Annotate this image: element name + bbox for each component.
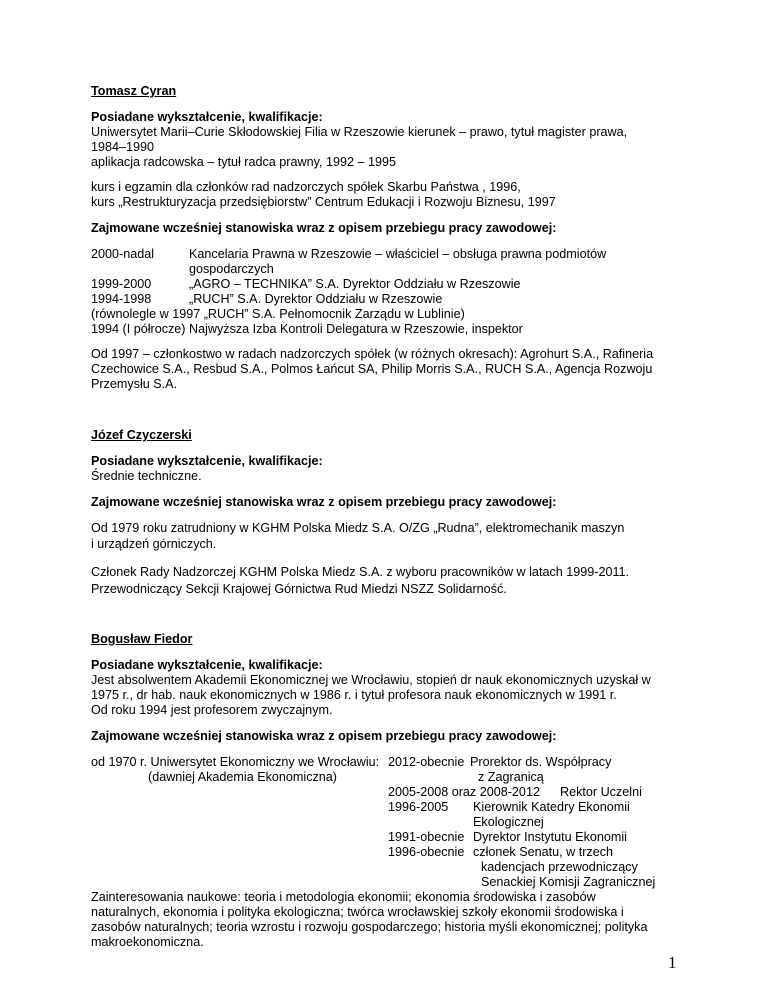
career-desc: „AGRO – TECHNIKA” S.A. Dyrektor Oddziału w Rzeszowie [189,277,521,291]
text-line: (równolegle w 1997 „RUCH” S.A. Pełnomocnik Zarządu w Lublinie) [91,307,465,321]
position-title: Prorektor ds. Współpracy [470,755,612,769]
page-number: 1 [668,953,677,972]
section-heading: Posiadane wykształcenie, kwalifikacje: [91,454,323,468]
section-heading: Zajmowane wcześniej stanowiska wraz z opisem przebiegu pracy zawodowej: [91,221,557,235]
person-name: Józef Czyczerski [91,428,192,442]
position-period: 2012-obecnie [388,755,465,769]
career-desc: „RUCH” S.A. Dyrektor Oddziału w Rzeszowie [189,292,443,306]
position-title: członek Senatu, w trzech [473,845,614,859]
career-desc: gospodarczych [189,262,274,276]
text-line: Jest absolwentem Akademii Ekonomicznej we Wrocławiu, stopień dr nauk ekonomicznych uzyskał w [91,673,651,687]
position-title: Dyrektor Instytutu Ekonomii [473,830,627,844]
text-line: aplikacja radcowska – tytuł radca prawny, 1992 – 1995 [91,155,396,169]
career-period: 2000-nadal [91,247,155,261]
employer-line: od 1970 r. Uniwersytet Ekonomiczny we Wrocławiu: [91,755,380,769]
text-line: 1984–1990 [91,140,155,154]
position-title: kadencjach przewodniczący [481,860,638,874]
text-line: naturalnych, ekonomia i polityka ekologiczna; twórca wrocławskiej szkoły ekonomii środowiska i [91,905,624,919]
career-period: 1994-1998 [91,292,152,306]
text-line: i urządzeń górniczych. [91,537,217,551]
text-line: zasobów naturalnych; teoria wzrostu i rozwoju gospodarczego; historia myśli ekonomicznej; polityka [91,920,648,934]
text-line: Przewodniczący Sekcji Krajowej Górnictwa Rud Miedzi NSZZ Solidarność. [91,582,507,596]
position-period: 2005-2008 oraz 2008-2012 [388,785,540,799]
text-line: Zainteresowania naukowe: teoria i metodologia ekonomii; ekonomia środowiska i zasobów [91,890,596,904]
position-period: 1991-obecnie [388,830,465,844]
text-line: Średnie techniczne. [91,469,202,483]
position-title: Kierownik Katedry Ekonomii [473,800,630,814]
text-line: Od 1979 roku zatrudniony w KGHM Polska Miedz S.A. O/ZG „Rudna”, elektromechanik maszyn [91,521,625,535]
employer-line: (dawniej Akademia Ekonomiczna) [148,770,337,784]
text-line: kurs i egzamin dla członków rad nadzorczych spółek Skarbu Państwa , 1996, [91,180,521,194]
section-heading: Posiadane wykształcenie, kwalifikacje: [91,658,323,672]
position-title: z Zagranicą [478,770,544,784]
position-period: 1996-2005 [388,800,449,814]
text-line: Uniwersytet Marii–Curie Skłodowskiej Filia w Rzeszowie kierunek – prawo, tytuł magister prawa, [91,125,628,139]
position-period: 1996-obecnie [388,845,465,859]
text-line: Od 1997 – członkostwo w radach nadzorczych spółek (w różnych okresach): Agrohurt S.A., Rafineria [91,347,654,361]
text-line: 1975 r., dr hab. nauk ekonomicznych w 1986 r. i tytuł profesora nauk ekonomicznych w 1991 r. [91,688,617,702]
section-heading: Zajmowane wcześniej stanowiska wraz z opisem przebiegu pracy zawodowej: [91,495,557,509]
text-line: 1994 (I półrocze) Najwyższa Izba Kontroli Delegatura w Rzeszowie, inspektor [91,322,523,336]
career-desc: Kancelaria Prawna w Rzeszowie – właściciel – obsługa prawna podmiotów [189,247,607,261]
position-title: Senackiej Komisji Zagranicznej [481,875,656,889]
text-line: Przemysłu S.A. [91,377,178,391]
career-period: 1999-2000 [91,277,152,291]
person-name: Tomasz Cyran [91,84,177,98]
section-heading: Posiadane wykształcenie, kwalifikacje: [91,110,323,124]
text-line: Członek Rady Nadzorczej KGHM Polska Miedz S.A. z wyboru pracowników w latach 1999-2011. [91,565,630,579]
text-line: makroekonomiczna. [91,935,204,949]
text-line: kurs „Restrukturyzacja przedsiębiorstw” Centrum Edukacji i Rozwoju Biznesu, 1997 [91,195,556,209]
section-heading: Zajmowane wcześniej stanowiska wraz z opisem przebiegu pracy zawodowej: [91,729,557,743]
text-line: Od roku 1994 jest profesorem zwyczajnym. [91,703,333,717]
position-title: Rektor Uczelni [560,785,642,799]
text-line: Czechowice S.A., Resbud S.A., Polmos Łańcut SA, Philip Morris S.A., RUCH S.A., Agencja Rozwoju [91,362,653,376]
position-title: Ekologicznej [473,815,544,829]
person-name: Bogusław Fiedor [91,632,193,646]
